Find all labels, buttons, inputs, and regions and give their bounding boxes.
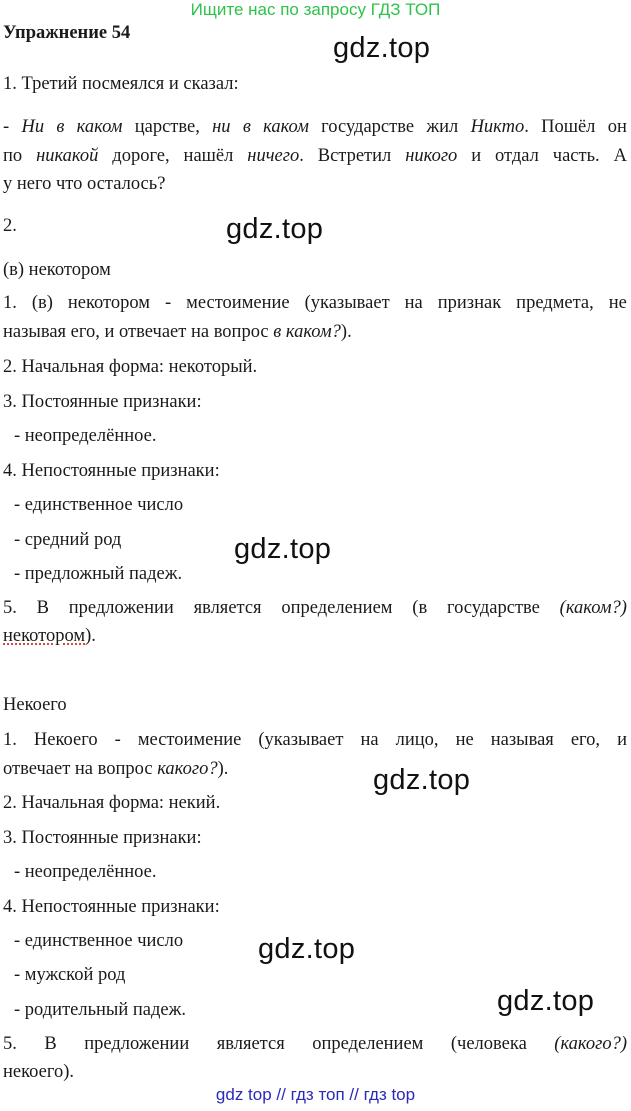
word: предложении — [84, 1034, 190, 1054]
word: 5. — [3, 598, 17, 618]
text-run: называя его, и отвечает на вопрос — [3, 322, 274, 342]
word: предложении — [68, 598, 174, 618]
word: 1. — [3, 730, 17, 750]
word: является — [216, 1034, 285, 1054]
word: предмета, — [516, 293, 594, 313]
word: государстве — [321, 117, 415, 137]
section-heading: Некоего — [3, 695, 67, 715]
paragraph-line — [3, 292, 627, 314]
word: часть. — [552, 146, 600, 166]
word: каком — [263, 117, 309, 137]
word: и — [471, 146, 482, 166]
paragraph-line — [3, 116, 627, 138]
word: признак — [437, 293, 502, 313]
word: Пошёл — [541, 117, 596, 137]
paragraph-line: 4. Непостоянные признаки: — [3, 461, 220, 481]
paragraph-line: 2. Начальная форма: некий. — [3, 793, 221, 813]
word: некотором — [67, 293, 150, 313]
word: (указывает — [304, 293, 390, 313]
word: царстве, — [134, 117, 200, 137]
word: определением — [281, 598, 393, 618]
list-item: - неопределённое. — [14, 862, 157, 882]
list-item: - единственное число — [14, 931, 184, 951]
word: (указывает — [258, 730, 344, 750]
watermark: gdz.top — [373, 764, 471, 796]
paragraph-line: 4. Непостоянные признаки: — [3, 897, 220, 917]
word: государстве — [446, 598, 540, 618]
top-banner[interactable]: Ищите нас по запросу ГДЗ ТОП — [190, 0, 441, 19]
watermark: gdz.top — [226, 213, 324, 245]
word: В — [44, 1034, 57, 1054]
italic-text: в каком? — [273, 322, 341, 342]
word: его, — [570, 730, 601, 750]
word: жил — [426, 117, 459, 137]
word: В — [36, 598, 49, 618]
text-run: отвечает на вопрос — [3, 759, 158, 779]
watermark: gdz.top — [333, 32, 431, 64]
footer-links[interactable]: gdz top // гдз топ // гдз top — [215, 1085, 416, 1104]
italic-text: какого? — [157, 759, 218, 779]
paragraph-line — [3, 1033, 627, 1055]
word: Ни — [21, 117, 45, 137]
text-run: ). — [340, 322, 352, 342]
word: ничего. — [247, 146, 304, 166]
watermark: gdz.top — [497, 985, 595, 1017]
paragraph-line: 1. Третий посмеялся и сказал: — [3, 74, 239, 94]
list-item: - мужской род — [14, 965, 126, 985]
list-item: - средний род — [14, 530, 122, 550]
word: и — [617, 730, 627, 750]
paragraph-line: 3. Постоянные признаки: — [3, 392, 202, 412]
word: (какого?) — [554, 1034, 627, 1054]
text-run: ). — [217, 759, 229, 779]
word: называя — [490, 730, 554, 750]
paragraph-line: 2. Начальная форма: некоторый. — [3, 357, 258, 377]
section-heading: (в) некотором — [3, 260, 111, 280]
word: определением — [312, 1034, 424, 1054]
watermark: gdz.top — [234, 533, 332, 565]
word: лицо, — [395, 730, 439, 750]
word: (человека — [450, 1034, 527, 1054]
word: (в) — [31, 293, 53, 313]
word: Никто. — [470, 117, 529, 137]
word: в — [242, 117, 251, 137]
word: (каком?) — [559, 598, 627, 618]
word: 1. — [3, 293, 17, 313]
exercise-title-text: Упражнение 54 — [3, 23, 131, 43]
list-item: - неопределённое. — [14, 426, 157, 446]
word: никого — [405, 146, 458, 166]
paragraph-line: 3. Постоянные признаки: — [3, 828, 202, 848]
underlined-text: некотором — [3, 626, 86, 646]
word: он — [607, 117, 627, 137]
word: Встретил — [317, 146, 392, 166]
watermark: gdz.top — [258, 933, 356, 965]
word: - — [114, 730, 121, 750]
word: ни — [212, 117, 231, 137]
word: по — [3, 146, 23, 166]
word: Некоего — [33, 730, 98, 750]
word: дороге, — [112, 146, 170, 166]
word: А — [613, 146, 627, 166]
word: отдал — [495, 146, 539, 166]
paragraph-line — [3, 625, 96, 647]
paragraph-line — [3, 597, 627, 619]
word: никакой — [36, 146, 99, 166]
paragraph-line: 2. — [3, 216, 17, 236]
paragraph-line — [3, 758, 228, 780]
exercise-title — [3, 22, 130, 44]
text-run: ). — [85, 626, 96, 646]
word: местоимение — [186, 293, 290, 313]
word: является — [193, 598, 262, 618]
paragraph-line — [3, 321, 352, 343]
word: не — [608, 293, 627, 313]
paragraph-line — [3, 729, 627, 751]
word: (в — [412, 598, 428, 618]
word: не — [455, 730, 474, 750]
word: 5. — [3, 1034, 17, 1054]
word: нашёл — [183, 146, 234, 166]
word: на — [360, 730, 379, 750]
list-item: - предложный падеж. — [14, 564, 183, 584]
paragraph-line — [3, 145, 627, 167]
word: на — [404, 293, 423, 313]
word: каком — [76, 117, 123, 137]
word: - — [3, 117, 10, 137]
list-item: - родительный падеж. — [14, 1000, 187, 1020]
list-item: - единственное число — [14, 495, 184, 515]
word: в — [56, 117, 65, 137]
word: местоимение — [137, 730, 242, 750]
paragraph-line: у него что осталось? — [3, 174, 166, 194]
paragraph-line: некоего). — [3, 1062, 75, 1082]
word: - — [164, 293, 172, 313]
